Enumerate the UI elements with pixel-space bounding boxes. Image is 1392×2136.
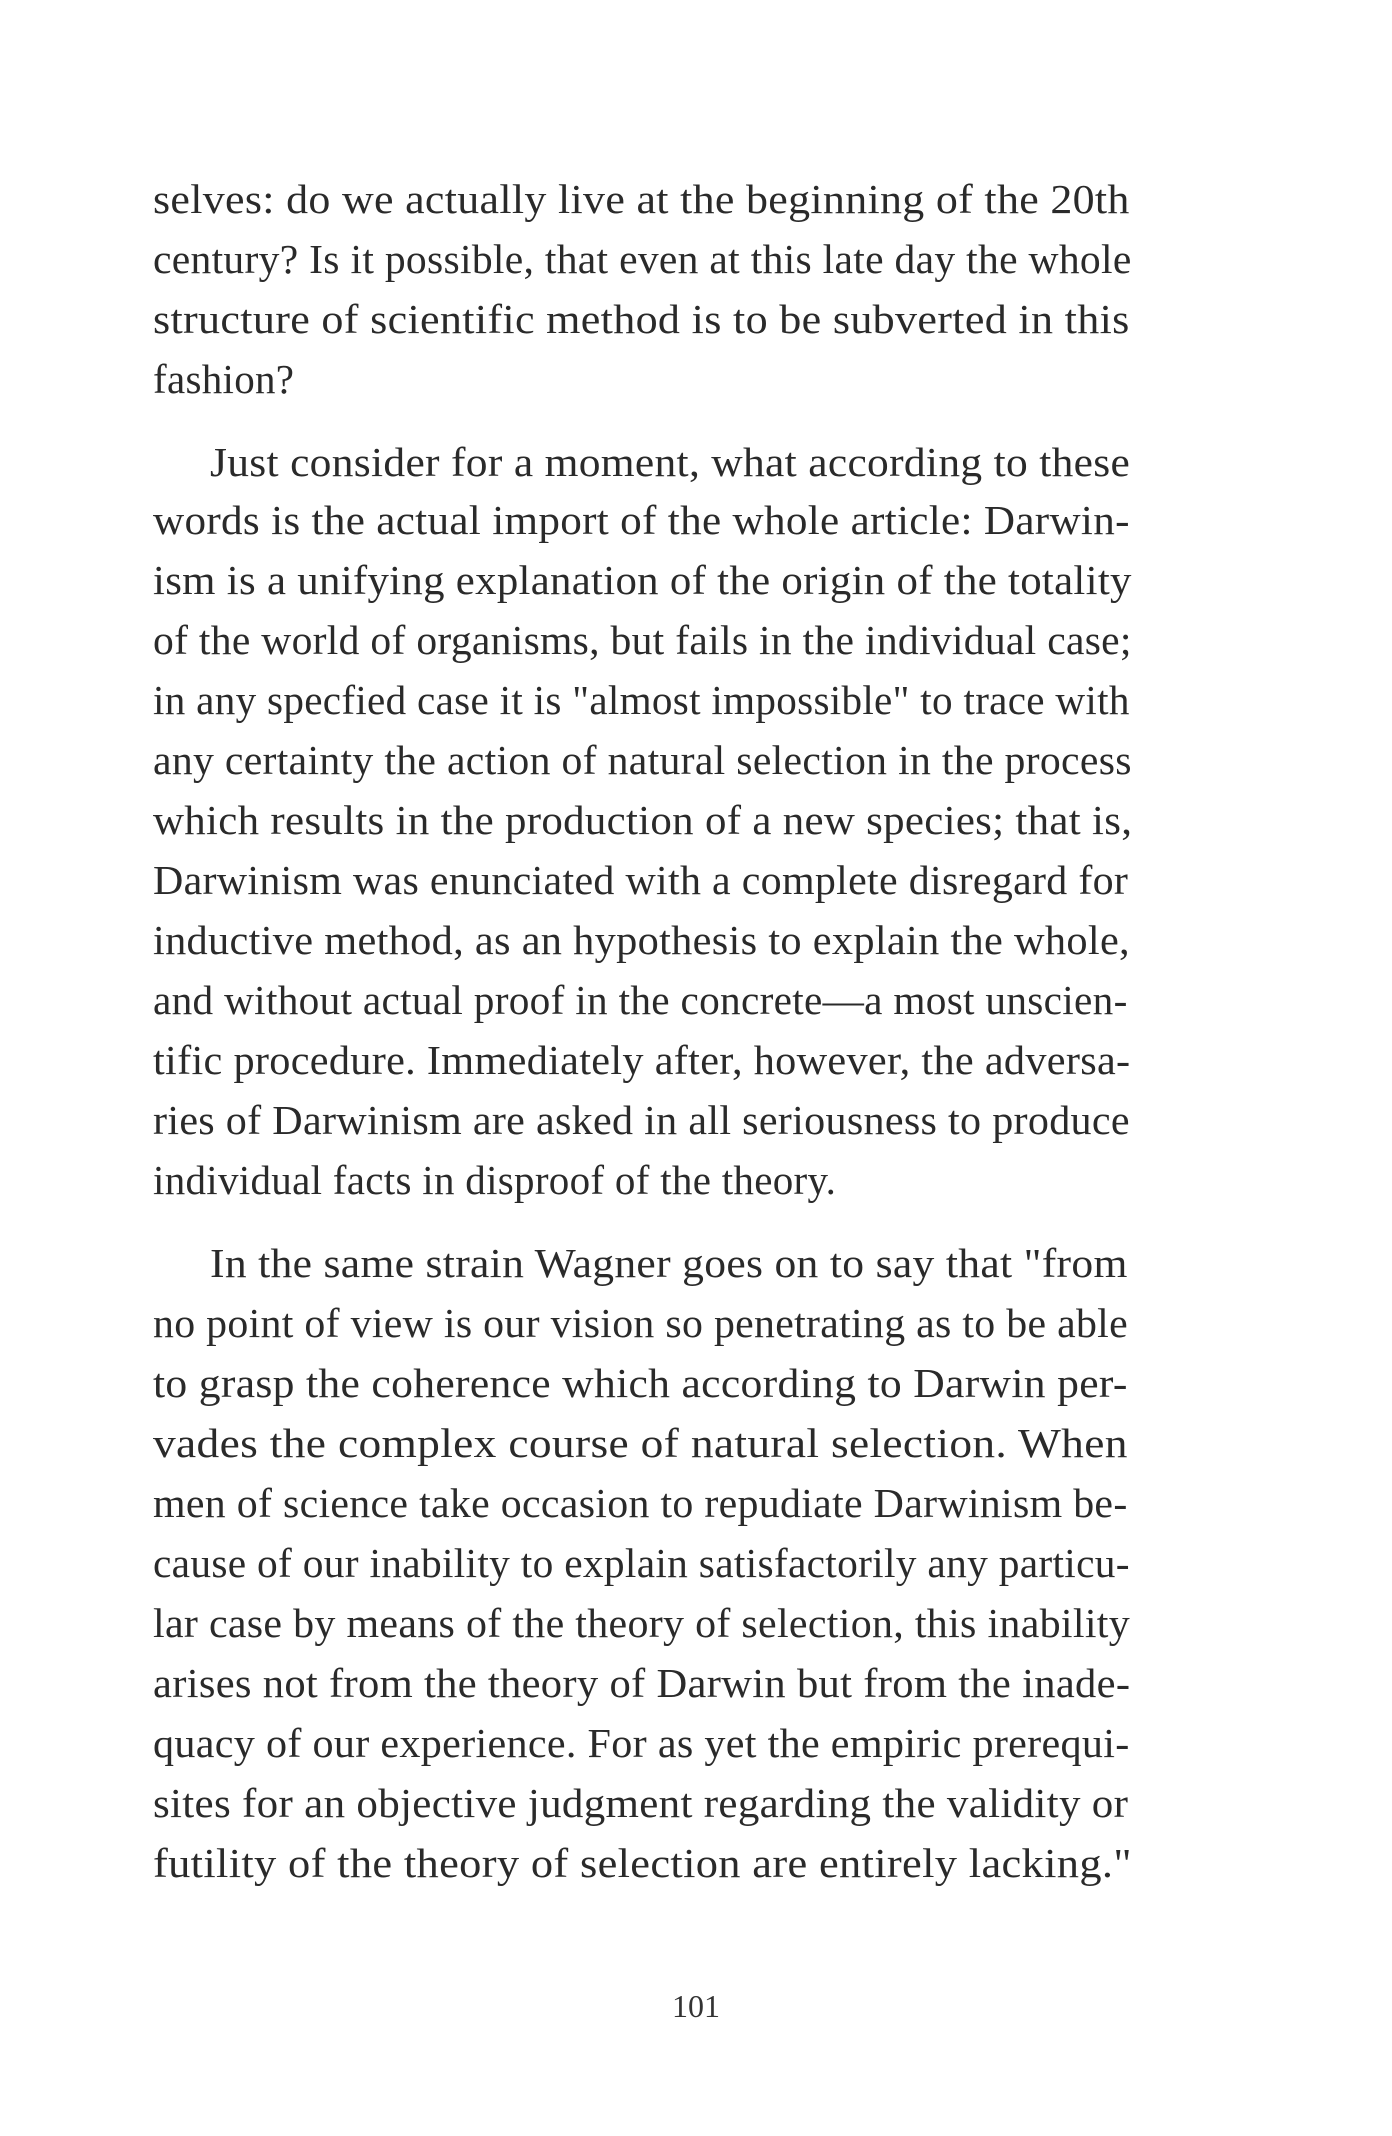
text-line: which results in the production of a new species; that is, [153, 797, 1133, 843]
text-line: in any specfied case it is "almost impossible" to trace with [153, 677, 1130, 723]
text-line: Just consider for a moment, what according to these [210, 439, 1131, 485]
text-line: vades the complex course of natural selection. When [153, 1420, 1128, 1466]
text-line: ries of Darwinism are asked in all seriousness to produce [153, 1097, 1130, 1143]
page-number: 101 [672, 1988, 720, 2024]
text-line: selves: do we actually live at the beginning of the 20th [153, 176, 1130, 222]
text-line: futility of the theory of selection are entirely lacking." [153, 1840, 1132, 1886]
text-line: quacy of our experience. For as yet the empiric prerequi- [153, 1720, 1130, 1766]
text-line: lar case by means of the theory of selection, this inability [153, 1600, 1131, 1646]
text-line: words is the actual import of the whole article: Darwin- [153, 497, 1130, 543]
text-line: cause of our inability to explain satisfactorily any particu- [153, 1540, 1130, 1586]
text-line: of the world of organisms, but fails in the individual case; [153, 617, 1132, 663]
text-line: men of science take occasion to repudiate Darwinism be- [153, 1480, 1128, 1526]
text-line: individual facts in disproof of the theory. [153, 1157, 837, 1203]
text-line: arises not from the theory of Darwin but from the inade- [153, 1660, 1131, 1706]
text-line: inductive method, as an hypothesis to explain the whole, [153, 917, 1130, 963]
text-line: ism is a unifying explanation of the origin of the totality [153, 557, 1132, 603]
text-line: any certainty the action of natural selection in the process [153, 737, 1132, 783]
text-line: sites for an objective judgment regarding the validity or [153, 1780, 1129, 1826]
text-line: and without actual proof in the concrete—a most unscien- [153, 977, 1128, 1023]
text-line: In the same strain Wagner goes on to say that "from [210, 1240, 1128, 1286]
text-line: tific procedure. Immediately after, however, the adversa- [153, 1037, 1131, 1083]
text-line: to grasp the coherence which according to Darwin per- [153, 1360, 1128, 1406]
text-line: structure of scientific method is to be subverted in this [153, 296, 1130, 342]
text-line: Darwinism was enunciated with a complete disregard for [153, 857, 1129, 903]
text-line: no point of view is our vision so penetrating as to be able [153, 1300, 1128, 1346]
text-line: fashion? [153, 356, 295, 402]
text-line: century? Is it possible, that even at this late day the whole [153, 236, 1132, 282]
